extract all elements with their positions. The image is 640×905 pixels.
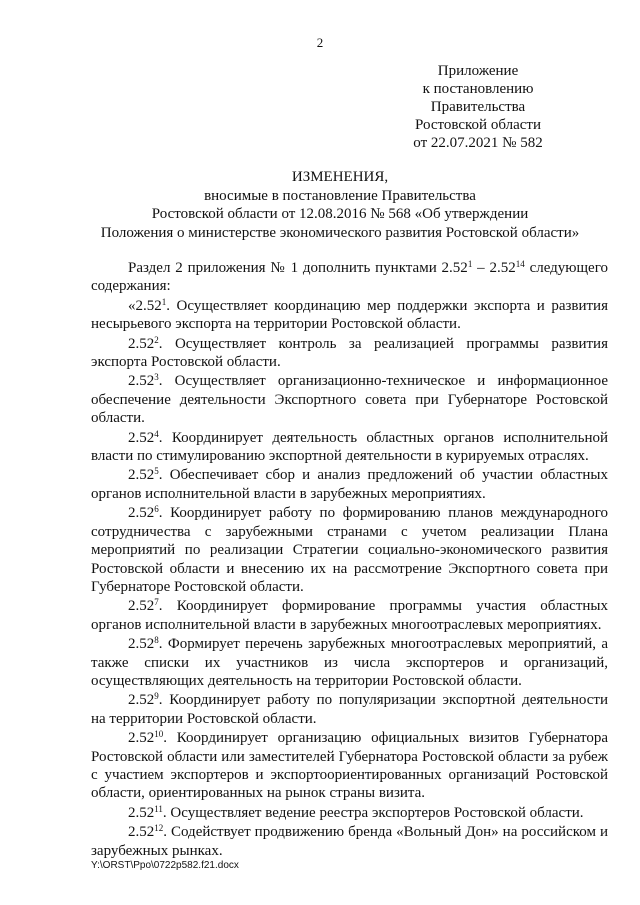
- item-text: . Координирует работу по популяризации экспортной деятельности на территории Ростовской области.: [91, 692, 608, 727]
- item-text: . Координирует работу по формированию планов международного сотрудничества с зарубежными странами с учетом реализации Плана мероприятий по реализации Стратегии социально-экономического развития Ростовской области и внесению их на рассмотрение Экспортного совета при Губернаторе Ростовской области.: [91, 505, 608, 595]
- superscript: 5: [154, 466, 159, 477]
- superscript: 7: [154, 597, 159, 608]
- item-text: . Осуществляет организационно-техническое и информационное обеспечение деятельности Экспортного совета при Губернаторе Ростовской области.: [91, 373, 608, 427]
- item-paragraph: [91, 597, 608, 634]
- appendix-line: от 22.07.2021 № 582: [413, 135, 543, 151]
- item-number: 2.52: [128, 335, 155, 352]
- page-number: 2: [316, 35, 324, 50]
- superscript: 1: [467, 259, 473, 269]
- item-text: . Координирует деятельность областных органов исполнительной власти по стимулированию экспортной деятельности в курируемых отраслях.: [91, 429, 608, 465]
- superscript: 1: [161, 296, 167, 307]
- heading-title: ИЗМЕНЕНИЯ,: [291, 169, 389, 185]
- item-text: . Осуществляет ведение реестра экспортеров Ростовской области.: [162, 804, 584, 821]
- item-number: 2.52: [128, 730, 155, 747]
- item-number: 2.52: [128, 804, 155, 821]
- heading-line: вносимые в постановление Правительства: [204, 187, 476, 204]
- appendix-line: к постановлению: [422, 81, 534, 97]
- appendix-line: Ростовской области: [415, 117, 541, 133]
- appendix-block: [378, 62, 578, 152]
- item-paragraph: [91, 729, 608, 803]
- item-text: . Обеспечивает сбор и анализ предложений об участии областных органов исполнительной власти в зарубежных мероприятиях.: [91, 467, 608, 502]
- intro-text: – 2.52: [472, 260, 516, 276]
- item-text: . Осуществляет координацию мер поддержки экспорта и развития несырьевого экспорта на территории Ростовской области.: [91, 297, 608, 333]
- item-number: 2.52: [128, 636, 155, 653]
- intro-paragraph: [91, 259, 608, 296]
- heading-line: Ростовской области от 12.08.2016 № 568 «Об утверждении: [151, 206, 529, 222]
- heading-line: Положения о министерстве экономического развития Ростовской области»: [100, 224, 580, 241]
- document-body: [91, 259, 608, 861]
- item-paragraph: [91, 372, 608, 427]
- item-text: . Координирует формирование программы участия областных органов исполнительной власти в зарубежных многоотраслевых мероприятиях.: [91, 598, 608, 633]
- document-heading: [70, 168, 610, 242]
- superscript: 4: [154, 428, 159, 439]
- item-paragraph: [91, 635, 608, 690]
- superscript: 6: [154, 504, 159, 515]
- superscript: 9: [154, 691, 159, 702]
- item-text: . Координирует организацию официальных визитов Губернатора Ростовской области или заместителей Губернатора Ростовской области за рубеж с участием экспортеров и экспортоориентированных организаций Ростовской области, ориентированных на рынок страны визита.: [91, 730, 608, 802]
- item-paragraph: [91, 429, 608, 466]
- superscript: 11: [154, 803, 163, 814]
- superscript: 2: [154, 334, 159, 345]
- superscript: 8: [154, 635, 159, 646]
- item-number: 2.52: [128, 467, 155, 484]
- item-number: 2.52: [128, 429, 155, 446]
- item-paragraph: [91, 335, 608, 372]
- item-number: 2.52: [128, 505, 155, 522]
- item-paragraph: [91, 297, 608, 334]
- item-paragraph: [91, 466, 608, 503]
- item-number: 2.52: [128, 824, 155, 841]
- item-number: 2.52: [128, 373, 155, 390]
- item-number: «2.52: [128, 297, 162, 314]
- item-text: . Содействует продвижению бренда «Вольный Дон» на российском и зарубежных рынках.: [91, 824, 608, 859]
- superscript: 3: [154, 372, 159, 383]
- superscript: 10: [154, 729, 164, 740]
- item-text: . Формирует перечень зарубежных многоотраслевых мероприятий, а также списки их участников из числа экспортеров и организаций, осуществляющих деятельность на территории Ростовской области.: [91, 636, 608, 689]
- file-path-footer: Y:\ORST\Ppo\0722p582.f21.docx: [91, 860, 239, 871]
- intro-text: Раздел 2 приложения № 1 дополнить пунктами 2.52: [128, 260, 468, 276]
- item-paragraph: [91, 823, 608, 860]
- item-number: 2.52: [128, 598, 155, 615]
- item-paragraph: [91, 504, 608, 596]
- item-text: . Осуществляет контроль за реализацией программы развития экспорта Ростовской области.: [91, 335, 608, 371]
- superscript: 14: [515, 259, 525, 269]
- appendix-line: Приложение: [437, 63, 519, 79]
- superscript: 12: [154, 823, 164, 834]
- intro-text: следующего содержания:: [91, 260, 608, 295]
- appendix-line: Правительства: [430, 99, 526, 115]
- item-paragraph: [91, 804, 608, 822]
- item-number: 2.52: [128, 692, 155, 709]
- item-paragraph: [91, 691, 608, 728]
